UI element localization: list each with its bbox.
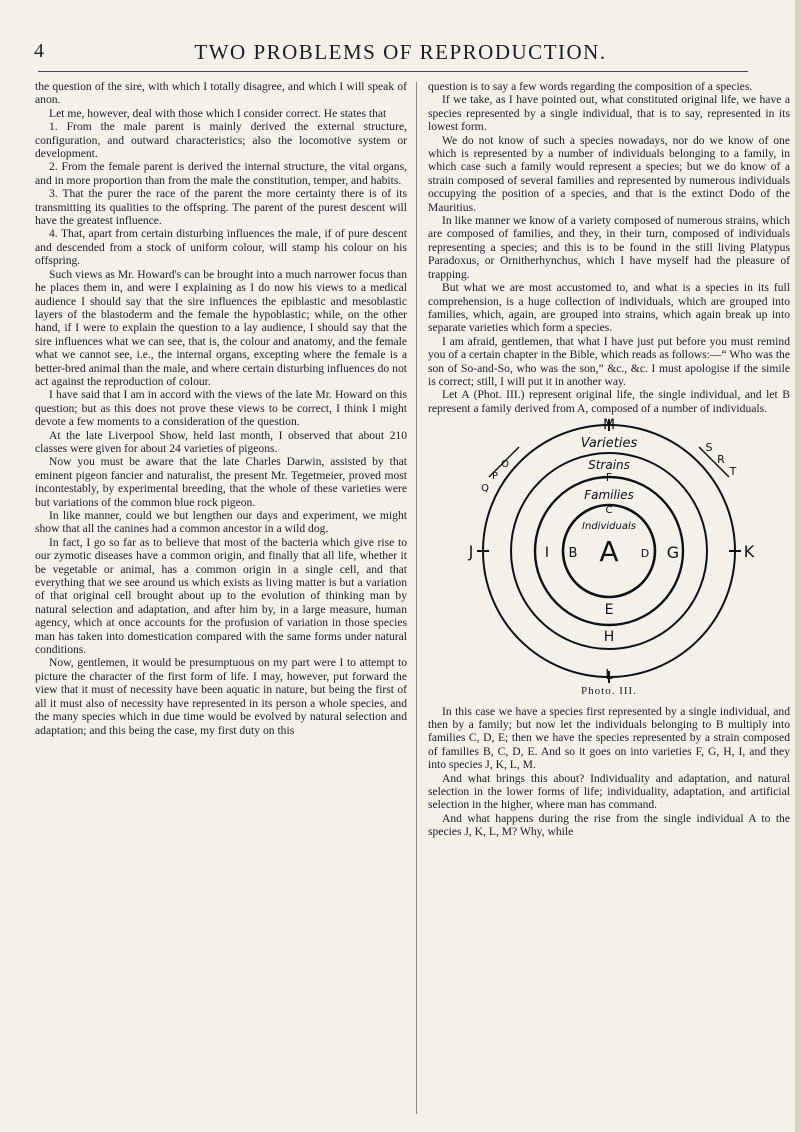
label-individuals: Individuals [582, 521, 636, 533]
paragraph: And what happens during the rise from the single individual A to the species J, K, L, M? Why, while [428, 811, 790, 839]
header-rule [38, 71, 748, 72]
letter-inner-right: D [640, 547, 650, 561]
paragraph: Now, gentlemen, it would be presumptuous on my part were I to attempt to picture the character of the first form of life. I may, however, put forward the view that it must of necessity have been aquatic in nature, but being the first of all it must also of necessity have represented in its person a whole species, and the many species which in due time would be evolved by natural selection and adaptation; and this being the case, my first duty on this [35, 656, 407, 737]
page-number: 4 [34, 40, 44, 62]
letter-ring3-top: F [605, 471, 613, 485]
paragraph: Such views as Mr. Howard's can be brought into a much narrower focus than he places them in, and were I explaining as I do now his views to a medical audience I should say that the sire influences the epiblastic and mesoblastic layers of the blastoderm and the female the hypoblastic; while, on the other hand, if I were to explain the question to a lay audience, I should say that the sire influences what we can see, that is, the colour and anatomy, and the female what we cannot see, i.e., the internal organs, excepting where the female is a better-bred animal than the male, and where certain disturbing influences do not act against the reproduction of colour. [35, 267, 407, 388]
paragraph: If we take, as I have pointed out, what constituted original life, we have a species represented by a single individual, that is to say, represented in its lowest form. [428, 93, 790, 134]
paragraph: I am afraid, gentlemen, that what I have just put before you must remind you of a certain chapter in the Bible, which reads as follows:—“ Who was the son of So-and-So, who was the son,” &c., &c. I must apologise if the simile is correct; still, I will put it in another way. [428, 334, 790, 388]
letter-outer-top-left-1: O [501, 459, 509, 471]
paragraph: In like manner, could we but lengthen our days and experiment, we might show that all the canines had a common ancestor in a wild dog. [35, 509, 407, 536]
paragraph: 4. That, apart from certain disturbing influences the male, if of pure descent and descended from a stock of uniform colour, will stamp his colour on his offspring. [35, 227, 407, 268]
paragraph: We do not know of such a species nowadays, nor do we know of one which is represented by a number of individuals belonging to a family, in which case such a family would represent a species; but we do know of a strain composed of several families and represented by numerous individuals occupying the position of a species, and that is the extinct Dodo of the Mauritius. [428, 133, 790, 214]
letter-outer-top: M [602, 417, 616, 434]
paragraph: Now you must be aware that the late Charles Darwin, assisted by that eminent pigeon fancier and naturalist, the present Mr. Tegetmeier, proved most incontestably, by experimental breeding, that the whole of these varieties were but variations of the common blue rock pigeon. [35, 455, 407, 509]
paragraph: Let A (Phot. III.) represent original life, the single individual, and let B represent a family derived from A, composed of a number of individuals. [428, 388, 790, 415]
paragraph: 3. That the purer the race of the parent the more certainty there is of its transmitting its qualities to the offspring. The parent of the purest descent will have the greatest influence. [35, 187, 407, 228]
paragraph: I have said that I am in accord with the views of the late Mr. Howard on this question; but as this does not prove these views to be correct, I think I might devote a few moments to a consideration of the question. [35, 388, 407, 429]
letter-outer-top-right-2: R [717, 453, 725, 467]
paragraph: the question of the sire, with which I totally disagree, and which I will speak of anon. [35, 80, 407, 107]
left-column [35, 80, 407, 737]
paragraph: But what we are most accustomed to, and what is a species in its full comprehension, is a huge collection of individuals, which are grouped into families, which, again, are grouped into strains, which again break up into separate varieties which form a species. [428, 281, 790, 335]
letter-inner-bottom: E [604, 602, 614, 619]
paragraph: And what brings this about? Individuality and adaptation, and natural selection in the lower forms of life; individuality, adaptation, and artificial selection in the higher, where man has command. [428, 771, 790, 812]
label-strains: Strains [588, 458, 630, 473]
paragraph: question is to say a few words regarding the composition of a species. [428, 80, 753, 93]
letter-inner-left: B [568, 546, 578, 562]
page-edge-shadow [795, 0, 801, 1132]
figure-caption: Photo. III. [581, 685, 637, 698]
letter-outer-bottom: L [605, 668, 613, 684]
paragraph: In this case we have a species first represented by a single individual, and then by a family; but now let the individuals belonging to B multiply into families C, D, E; then we have the species represented by a strain composed of families B, C, D, E. And so it goes on into varieties F, G, H, I, and they into species J, K, L, M. [428, 704, 790, 772]
letter-outer-right: K [743, 542, 755, 562]
letter-outer-top-right-1: S [705, 441, 713, 455]
right-column [428, 80, 790, 839]
paragraph: 2. From the female parent is derived the internal structure, the vital organs, and in more proportion than from the male the constitution, temper, and habits. [35, 160, 407, 187]
column-divider [416, 82, 417, 1114]
letter-outer-top-left-3: Q [481, 483, 489, 495]
label-varieties: Varieties [580, 436, 638, 452]
letter-outer-left: J [468, 542, 474, 562]
concentric-rings-diagram [459, 417, 759, 683]
paragraph: In fact, I go so far as to believe that most of the bacteria which give rise to our zymotic diseases have a common origin, and finally that all life, whether it be vegetable or animal, has a common origin in a single cell, and that everything that we see around us which exists as living matter is but a variation of that original cell brought about up to the evolution of thinking man by natural selection and adaptation, and after him by, in a large measure, human agency, which at once accounts for the profusion of variation in those species man has taken into domestication compared with the same forms under natural conditions. [35, 535, 407, 657]
letter-ring3-right: G [666, 543, 680, 563]
letter-outer-top-right-3: T [729, 465, 737, 479]
letter-inner-top: C [605, 505, 613, 517]
letter-ring3-bottom: H [603, 629, 615, 646]
letter-center: A [599, 535, 619, 569]
letter-outer-top-left-2: P [491, 471, 499, 483]
label-families: Families [584, 488, 634, 503]
letter-ring3-left: I [544, 545, 550, 562]
paragraph: At the late Liverpool Show, held last month, I observed that about 210 classes were given for about 24 varieties of pigeons. [35, 428, 407, 455]
paragraph: In like manner we know of a variety composed of numerous strains, which are composed of families, and they, in their turn, composed of individuals representing a species; and this is to be found in the still living Platypus Paradoxus, or Ornitherhynchus, which I have myself had the pleasure of trapping. [428, 214, 790, 281]
page-header [0, 30, 801, 70]
running-title: TWO PROBLEMS OF REPRODUCTION. [194, 40, 607, 64]
paragraph: Let me, however, deal with those which I consider correct. He states that [49, 106, 387, 120]
paragraph: 1. From the male parent is mainly derived the external structure, configuration, and outward characteristics; also the locomotive system or development. [35, 120, 407, 161]
